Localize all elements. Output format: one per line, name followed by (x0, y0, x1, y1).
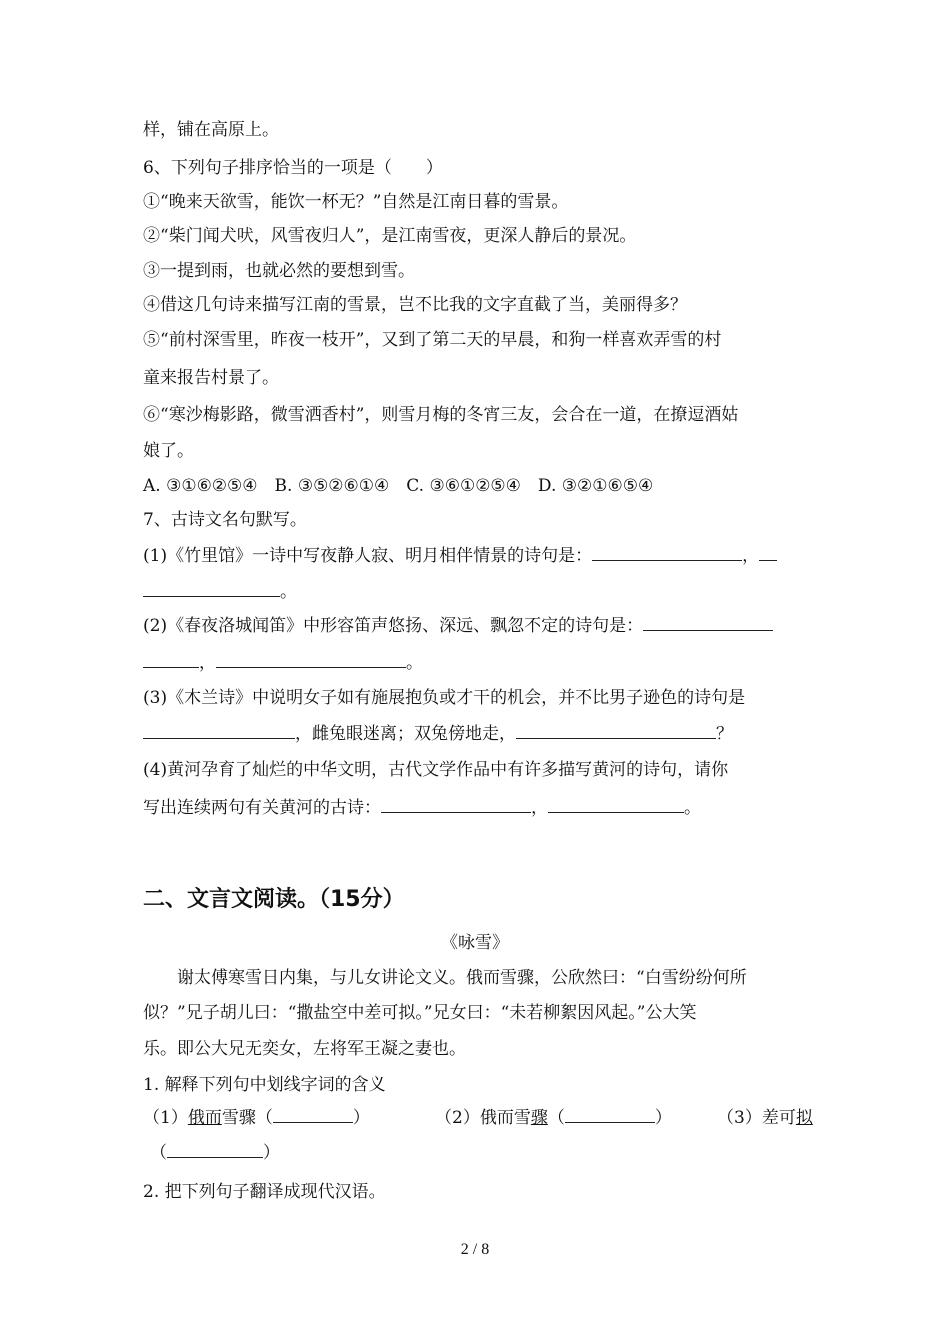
sentence-6b: 娘了。 (143, 441, 194, 461)
sentence-5b: 童来报告村景了。 (143, 368, 279, 388)
item-3 (717, 1106, 813, 1130)
question-7: 7、古诗文名句默写。 (143, 510, 307, 530)
question-6: 6、下列句子排序恰当的一项是（ ） (143, 158, 443, 178)
punctuation: ， (742, 546, 760, 566)
sentence-2: ②“柴门闻犬吠，风雪夜归人”，是江南雪夜，更深人静后的景况。 (143, 226, 637, 246)
punctuation: ？ (716, 724, 733, 744)
answer-blank[interactable] (143, 580, 280, 597)
answer-blank[interactable] (167, 1141, 263, 1158)
question-7-4: (4)黄河孕育了灿烂的中华文明，古代文学作品中有许多描写黄河的诗句，请你 (143, 760, 729, 780)
question-7-3-cont (143, 722, 810, 746)
answer-blank[interactable] (516, 722, 716, 739)
punctuation: ） (352, 1108, 370, 1128)
question-1-item-3-cont (150, 1141, 810, 1165)
punctuation: ， (199, 653, 216, 673)
item-text: （3）差可 (717, 1108, 796, 1128)
question-7-1 (143, 544, 810, 568)
passage-line: 乐。即公大兄无奕女，左将军王凝之妻也。 (143, 1039, 466, 1059)
sentence-4: ④借这几句诗来描写江南的雪景，岂不比我的文字直截了当，美丽得多？ (143, 295, 687, 315)
passage-title: 《咏雪》 (441, 933, 509, 953)
question-7-2 (143, 614, 810, 638)
passage-line: 似？”兄子胡儿曰：“撒盐空中差可拟。”兄女曰：“未若柳絮因风起。”公大笑 (143, 1003, 697, 1023)
question-7-2-cont (143, 651, 810, 675)
punctuation: 。 (684, 798, 701, 818)
question-1: 1. 解释下列句中划线字词的含义 (143, 1075, 386, 1095)
punctuation: 。 (280, 582, 297, 602)
punctuation: ） (654, 1108, 672, 1128)
question-7-3: (3)《木兰诗》中说明女子如有施展抱负或才干的机会，并不比男子逊色的诗句是 (143, 688, 746, 708)
answer-blank[interactable] (143, 722, 295, 739)
answer-blank[interactable] (216, 651, 406, 668)
item-number: （1） (143, 1108, 188, 1128)
answer-blank[interactable] (143, 651, 199, 668)
sentence-5a: ⑤“前村深雪里，昨夜一枝开”，又到了第二天的早晨，和狗一样喜欢弄雪的村 (143, 330, 722, 350)
answer-blank[interactable] (565, 1106, 655, 1123)
answer-blank[interactable] (548, 796, 684, 813)
sentence-6a: ⑥“寒沙梅影路，微雪洒香村”，则雪月梅的冬宵三友，会合在一道，在撩逗酒姑 (143, 405, 739, 425)
item-text: （2）俄而雪 (435, 1108, 531, 1128)
question-text: (1)《竹里馆》一诗中写夜静人寂、明月相伴情景的诗句是： (143, 546, 593, 566)
underlined-word: 骤 (530, 1108, 548, 1128)
punctuation: （ (547, 1108, 565, 1128)
item-text: 雪骤（ (221, 1108, 273, 1128)
punctuation: ， (531, 798, 548, 818)
underlined-word: 拟 (795, 1108, 813, 1128)
item-1 (143, 1106, 370, 1130)
answer-blank[interactable] (273, 1106, 353, 1123)
passage-line: 谢太傅寒雪日内集，与儿女讲论文义。俄而雪骤，公欣然曰：“白雪纷纷何所 (177, 968, 747, 988)
answer-blank[interactable] (381, 796, 531, 813)
page-number: 2 / 8 (460, 1241, 490, 1258)
question-text: 写出连续两句有关黄河的古诗： (143, 798, 381, 818)
question-text: ，雌兔眼迷离；双兔傍地走， (295, 724, 516, 744)
question-7-1-cont (143, 580, 810, 604)
question-7-4-cont (143, 796, 810, 820)
underlined-word: 俄而 (187, 1108, 222, 1128)
punctuation: （ (150, 1143, 167, 1163)
text-line: 样，铺在高原上。 (143, 120, 279, 140)
question-text: (2)《春夜洛城闻笛》中形容笛声悠扬、深远、飘忽不定的诗句是： (143, 616, 644, 636)
answer-options: A. ③①⑥②⑤④ B. ③⑤②⑥①④ C. ③⑥①②⑤④ D. ③②①⑥⑤④ (143, 476, 654, 496)
sentence-3: ③一提到雨，也就必然的要想到雪。 (143, 261, 415, 281)
answer-blank[interactable] (759, 544, 777, 561)
punctuation: ） (263, 1143, 280, 1163)
punctuation: 。 (406, 653, 423, 673)
item-2 (435, 1106, 672, 1130)
question-2: 2. 把下列句子翻译成现代汉语。 (143, 1182, 386, 1202)
answer-blank[interactable] (643, 614, 773, 631)
sentence-1: ①“晚来天欲雪，能饮一杯无？”自然是江南日暮的雪景。 (143, 192, 569, 212)
section-heading: 二、文言文阅读。（15分） (143, 887, 405, 912)
answer-blank[interactable] (592, 544, 742, 561)
